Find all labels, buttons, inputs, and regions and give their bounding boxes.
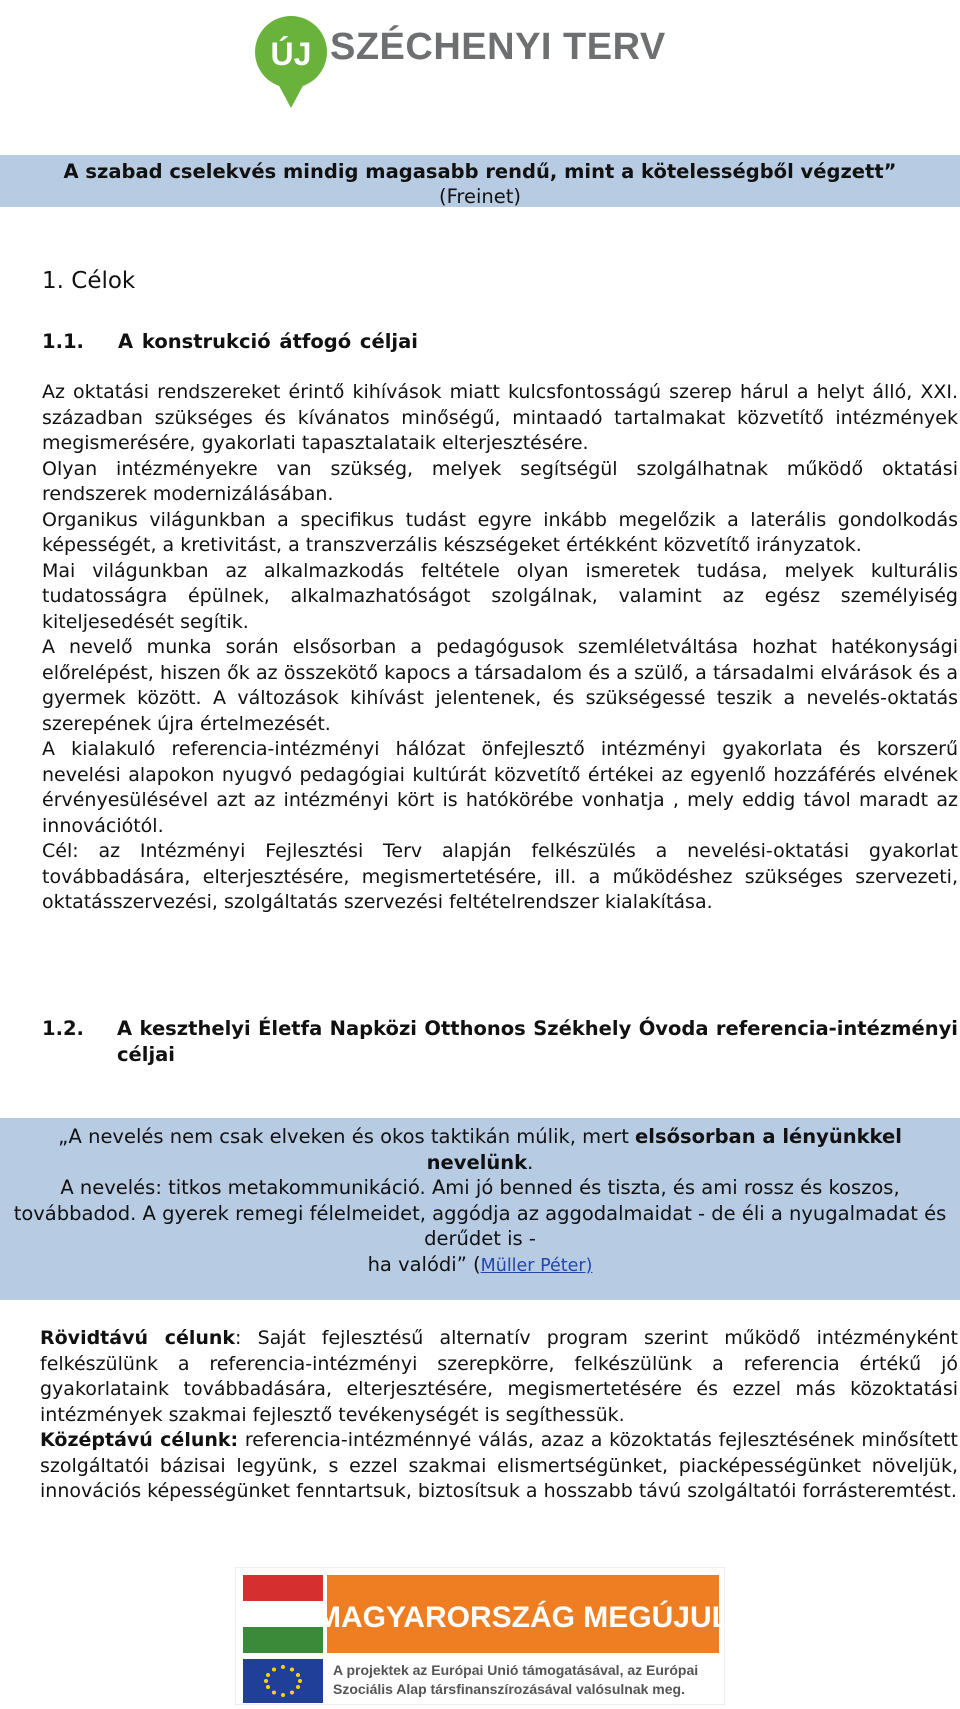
footer-banner-graphic xyxy=(235,1567,725,1705)
section-title-celok: 1. Célok xyxy=(42,268,136,294)
subsection-text: A konstrukció átfogó céljai xyxy=(118,330,418,353)
quote-line-3 xyxy=(10,1252,950,1280)
goal-text: referencia-intézménnyé válás, azaz a közoktatás fejlesztésének minősített szolgáltatói bázisai legyünk, s ezzel szakmai elismertségünket, piacképességünket növeljük, innovációs képességünket fenntartsuk, biztosítsuk a hosszabb távú szolgáltatói forrásteremtést. xyxy=(40,1429,958,1502)
paragraph: Az oktatási rendszereket érintő kihívások miatt kulcsfontosságú szerep hárul a helyt álló, XXI. században szükséges és kívánatos minőségű, mintaadó tartalmakat közvetítő intézmények megismerésére, gyakorlati tapasztalataik elterjesztésére. xyxy=(42,381,958,454)
subsection-title-1-2 xyxy=(42,1016,958,1067)
mid-term-goal xyxy=(5,1428,958,1505)
banner-text: MAGYARORSZÁG MEGÚJUL xyxy=(316,1601,725,1634)
quote-line-2: A nevelés: titkos metakommunikáció. Ami jó benned és tiszta, és ami rossz és koszos, továbbadod. A gyerek remegi félelmeidet, aggódja az aggodalmaidat - de éli a nyugalmadat és derűdet is - xyxy=(13,1176,947,1250)
section-1-1-body xyxy=(42,380,958,916)
quote-text: A szabad cselekvés mindig magasabb rendű, mint a kötelességből végzett” xyxy=(63,160,897,183)
short-term-goal xyxy=(5,1326,958,1428)
quote-text: . xyxy=(527,1150,534,1174)
quote-bold-text: elsősorban a lényünkkel nevelünk xyxy=(426,1125,902,1174)
paragraph: Mai világunkban az alkalmazkodás feltétele olyan ismeretek tudása, melyek kulturális tudatosságra épülnek, alkalmazhatóságot szolgálnak, valamint az egész személyiség kiteljesedését segítik. xyxy=(42,559,958,633)
logo-main-text: SZÉCHENYI TERV xyxy=(330,26,666,68)
magyarorszag-megujul-logo xyxy=(235,1567,725,1705)
paragraph: Cél: az Intézményi Fejlesztési Terv alapján felkészülés a nevelési-oktatási gyakorlat továbbadására, elterjesztésére, megismertetésére, ill. a működéshez szükséges szervezeti, oktatásszervezési, szolgáltatás szervezési feltételrendszer kialakítása. xyxy=(42,840,958,913)
subsection-text: A keszthelyi Életfa Napközi Otthonos Székhely Óvoda referencia-intézményi céljai xyxy=(117,1017,958,1066)
goal-label: Középtávú célunk: xyxy=(40,1429,239,1451)
paragraph: Olyan intézményekre van szükség, melyek segítségül szolgálhatnak működő oktatási rendszerek modernizálásában. xyxy=(42,457,958,505)
quote-text: ha valódi” ( xyxy=(367,1252,481,1276)
logo-bubble-text: ÚJ xyxy=(270,36,312,72)
paragraph: Organikus világunkban a specifikus tudást egyre inkább megelőzik a laterális gondolkodás képességét, a kretivitást, a transzverzális készségeket értékként közvetítő irányzatok. xyxy=(42,508,958,556)
quote-author: (Freinet) xyxy=(438,185,522,208)
goal-label: Rövidtávú célunk xyxy=(40,1327,236,1349)
eu-flag-icon xyxy=(243,1659,323,1703)
goal-text: : Saját fejlesztésű alternatív program szerint működő intézményként felkészülünk a referencia-intézményi szerepkörre, felkészülünk a referencia értékű jó gyakorlataink továbbadására, elterjesztésére, megismertetésére és ezzel más közoktatási intézmények szakmai fejlesztő tevékenységét is segíthessük. xyxy=(40,1327,958,1426)
freinet-quote xyxy=(0,155,960,207)
goals-section xyxy=(5,1326,958,1505)
paragraph: A kialakuló referencia-intézményi hálózat önfejlesztő intézményi gyakorlata és korszerű nevelési alapokon nyugvó pedagógiai kultúrát közvetítő értékei az egyenlő hozzáférés elvének érvényesülésével azt az intézményi kört is hatókörébe vonhatja , mely eddig távol maradt az innovációtól. xyxy=(42,738,958,837)
muller-quote xyxy=(0,1118,960,1300)
subsection-title-1-1 xyxy=(42,330,418,353)
subsection-number: 1.1. xyxy=(42,330,84,353)
author-link[interactable]: Müller Péter) xyxy=(480,1255,593,1276)
quote-line-1 xyxy=(10,1124,950,1175)
paragraph: A nevelő munka során elsősorban a pedagógusok szemléletváltása hozhat hatékonysági előrelépést, hiszen ők az összekötő kapocs a társadalom és a szülő, a társadalmi elvárások és a gyermek között. A változások kihívást jelentenek, és szükségessé teszik a nevelés-oktatás szerepének újra értelmezését. xyxy=(42,636,958,735)
eu-text-line-2: Szociális Alap társfinanszírozásával valósulnak meg. xyxy=(333,1681,685,1697)
quote-text: „A nevelés nem csak elveken és okos taktikán múlik, mert xyxy=(58,1125,636,1148)
eu-text-line-1: A projektek az Európai Unió támogatásával, az Európai xyxy=(333,1662,699,1678)
subsection-number: 1.2. xyxy=(42,1017,84,1040)
